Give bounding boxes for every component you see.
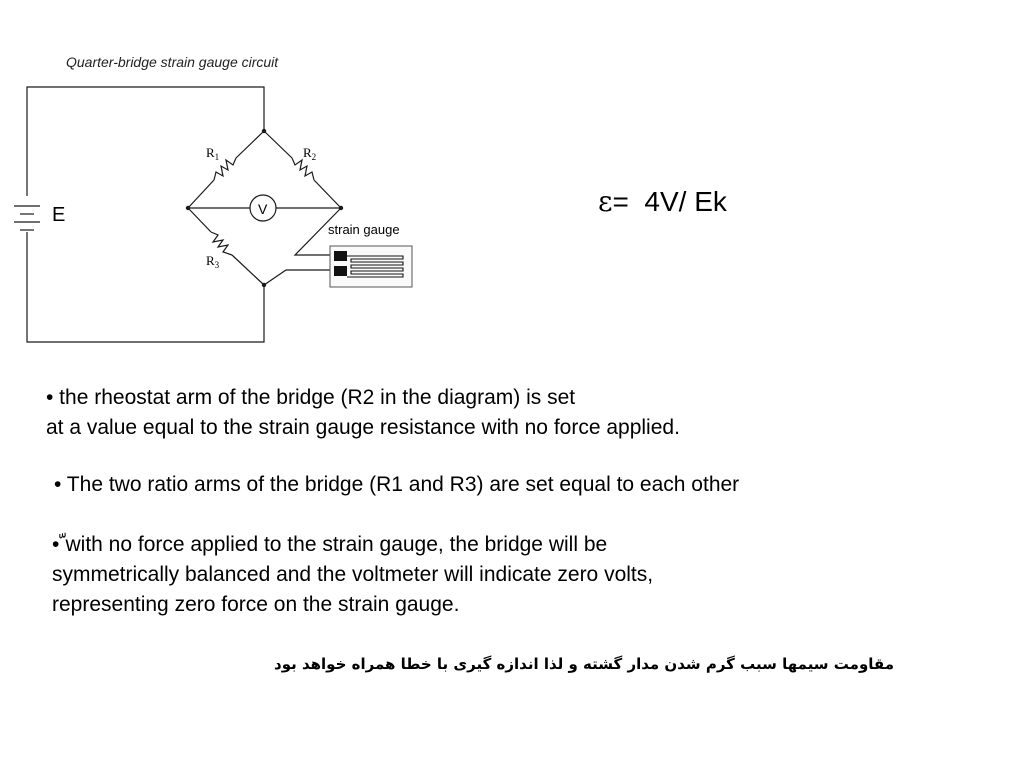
node-left xyxy=(186,206,190,210)
edge-top-right xyxy=(264,131,292,158)
edge-top-left xyxy=(236,131,264,158)
edge-left-bottom xyxy=(188,208,211,232)
node-bottom xyxy=(262,283,266,287)
bullet-line: • ّwith no force applied to the strain gauge, the bridge will be xyxy=(52,533,608,556)
voltmeter-label: V xyxy=(258,201,268,217)
bullet-line: • the rheostat arm of the bridge (R2 in the diagram) is set xyxy=(46,386,576,409)
formula-expression: = 4V/ Ek xyxy=(612,186,727,217)
edge-left-bottom-2 xyxy=(232,255,264,285)
bullet-line: • The two ratio arms of the bridge (R1 and R3) are set equal to each other xyxy=(54,473,740,496)
gauge-pad-bottom xyxy=(334,266,347,276)
persian-note: مقاومت سیمها سبب گرم شدن مدار گشته و لذا اندازه گیری با خطا همراه خواهد بود xyxy=(274,655,894,673)
resistor-label-r3: $R_3$ xyxy=(206,253,220,270)
resistor-label-r1: $R_1$ xyxy=(206,145,220,162)
edge-gauge-bottom xyxy=(264,270,335,285)
outer-wire-bottom xyxy=(27,232,264,342)
strain-gauge-element xyxy=(330,246,412,287)
diagram-title: Quarter-bridge strain gauge circuit xyxy=(66,54,279,70)
gauge-pad-top xyxy=(334,251,347,261)
strain-gauge-label: strain gauge xyxy=(328,222,400,237)
outer-wire xyxy=(27,87,264,196)
bullet-line: symmetrically balanced and the voltmeter will indicate zero volts, xyxy=(52,563,654,586)
bullet-balanced xyxy=(52,530,653,620)
resistor-label-r2: $R_2$ xyxy=(303,145,317,162)
epsilon-symbol: ε xyxy=(598,185,613,218)
bullet-line: representing zero force on the strain gauge. xyxy=(52,593,460,616)
bullet-rheostat xyxy=(46,383,680,443)
source-label: E xyxy=(52,204,66,226)
edge-top-left-2 xyxy=(188,180,214,208)
bullet-ratio-arms xyxy=(54,470,739,500)
bullet-line: at a value equal to the strain gauge resistance with no force applied. xyxy=(46,416,680,439)
node-right xyxy=(339,206,343,210)
strain-formula xyxy=(598,184,727,220)
edge-top-right-2 xyxy=(314,180,341,208)
resistor-r3 xyxy=(211,232,232,255)
node-top xyxy=(262,129,266,133)
